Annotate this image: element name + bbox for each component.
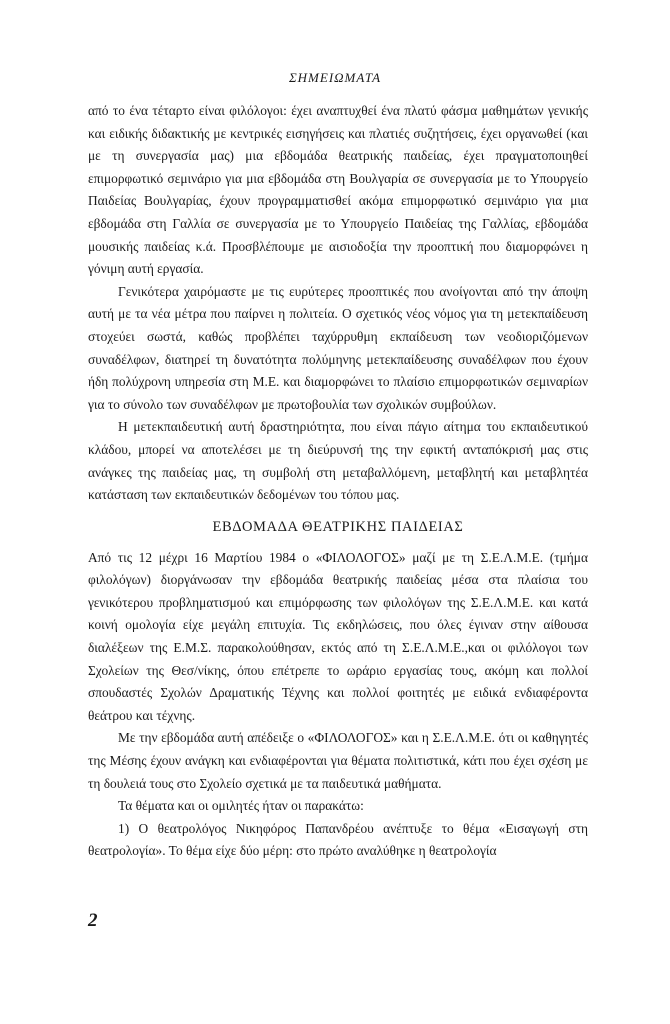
paragraph-continuation: από το ένα τέταρτο είναι φιλόλογοι: έχει αναπτυχθεί ένα πλατύ φάσμα μαθημάτων γενικής και ειδικής διδακτικής με κεντρικές εισηγήσεις και πλατιές συζητήσεις, έχει οργανωθεί (και με τη συνεργασία μας) μια εβδομάδα θεατρικής παιδείας, έχει πραγματοποιηθεί επιμορφωτικό σεμινάριο για μια εβδομάδα στη Βουλγαρία σε συνεργασία με το Υπουργείο Παιδείας Βουλγαρίας, έχουν προγραμματισθεί ακόμα επιμορφωτικό σεμινάριο για μια εβδομάδα στη Γαλλία σε συνεργασία με το Υπουργείο Παιδείας της Γαλλίας, εβδομάδα μουσικής παιδείας κ.ά. Προσβλέπουμε με αισιοδοξία την προοπτική που διαμορφώνει η γόνιμη αυτή εργασία.: [88, 103, 588, 277]
page-number: 2: [88, 910, 98, 931]
running-header-title: ΣΗΜΕΙΩΜΑΤΑ: [288, 70, 382, 85]
section-heading: ΕΒΔΟΜΑΔΑ ΘΕΑΤΡΙΚΗΣ ΠΑΙΔΕΙΑΣ: [212, 518, 464, 535]
paragraph: Η μετεκπαιδευτική αυτή δραστηριότητα, που είναι πάγιο αίτημα του εκπαιδευτικού κλάδου, μπορεί να αποτελέσει με τη διεύρυνσή της την εφικτή ανταπόκρισή μας στις ανάγκες της παιδείας μας, τη συμβολή στη μεταβαλλόμενη, μεταβλητή και μεταβλητέα κατάσταση των εκπαιδευτικών δεδομένων του τόπου μας.: [88, 419, 588, 503]
paragraph: Με την εβδομάδα αυτή απέδειξε ο «ΦΙΛΟΛΟΓΟΣ» και η Σ.Ε.Λ.Μ.Ε. ότι οι καθηγητές της Μέσης έχουν ανάγκη και ενδιαφέρονται για θέματα πολιτιστικά, κάτι που έχει σχέση με τη δουλειά τους στο Σχολείο σχετικά με τα παιδευτικά μαθήματα.: [88, 730, 588, 791]
paragraph: Γενικότερα χαιρόμαστε με τις ευρύτερες προοπτικές που ανοίγονται από την άποψη αυτή με τα νέα μέτρα που παίρνει η πολιτεία. Ο σχετικός νέος νόμος για τη μετεκπαίδευση στοχεύει σωστά, καθώς προβλέπει ταχύρρυθμη εκπαίδευση των νεοδιοριζόμενων συναδέλφων, διατηρεί τη δυνατότητα πολύμηνης μετεκπαίδευσης συναδέλφων που έχουν ήδη πολύχρονη υπηρεσία στη Μ.Ε. και διαμορφώνει το πλαίσιο επιμορφωτικών σεμιναρίων για το σύνολο των συναδέλφων με πρωτοβουλία των σχολικών συμβούλων.: [88, 283, 588, 412]
paragraph: Από τις 12 μέχρι 16 Μαρτίου 1984 ο «ΦΙΛΟΛΟΓΟΣ» μαζί με τη Σ.Ε.Λ.Μ.Ε. (τμήμα φιλολόγων) διοργάνωσαν την εβδομάδα θεατρικής παιδείας μέσα στα πλαίσια του γενικότερου προβληματισμού και επιμόρφωσης των φιλολόγων της Σ.Ε.Λ.Μ.Ε. και κατά κοινή ομολογία είχε μεγάλη επιτυχία. Τις εκδηλώσεις, που όλες έγιναν στην αίθουσα διαλέξεων της Ε.Μ.Σ. παρακολούθησαν, εκτός από τη Σ.Ε.Λ.Μ.Ε.,και οι φιλόλογοι των Σχολείων της Θεσ/νίκης, όπου επέτρεπε το ωράριο εργασίας τους, ακόμη και πολλοί σπουδαστές Σχολών Δραματικής Τέχνης και πολλοί φοιτητές με ειδικά ενδιαφέροντα θεάτρου και τέχνης.: [88, 549, 588, 723]
body-text: [88, 100, 588, 863]
paragraph: Τα θέματα και οι ομιλητές ήταν οι παρακάτω:: [118, 798, 364, 814]
list-item-paragraph: 1) Ο θεατρολόγος Νικηφόρος Παπανδρέου ανέπτυξε το θέμα «Εισαγωγή στη θεατρολογία». Το θέμα είχε δύο μέρη: στο πρώτο αναλύθηκε η θεατρολογία: [88, 820, 588, 859]
